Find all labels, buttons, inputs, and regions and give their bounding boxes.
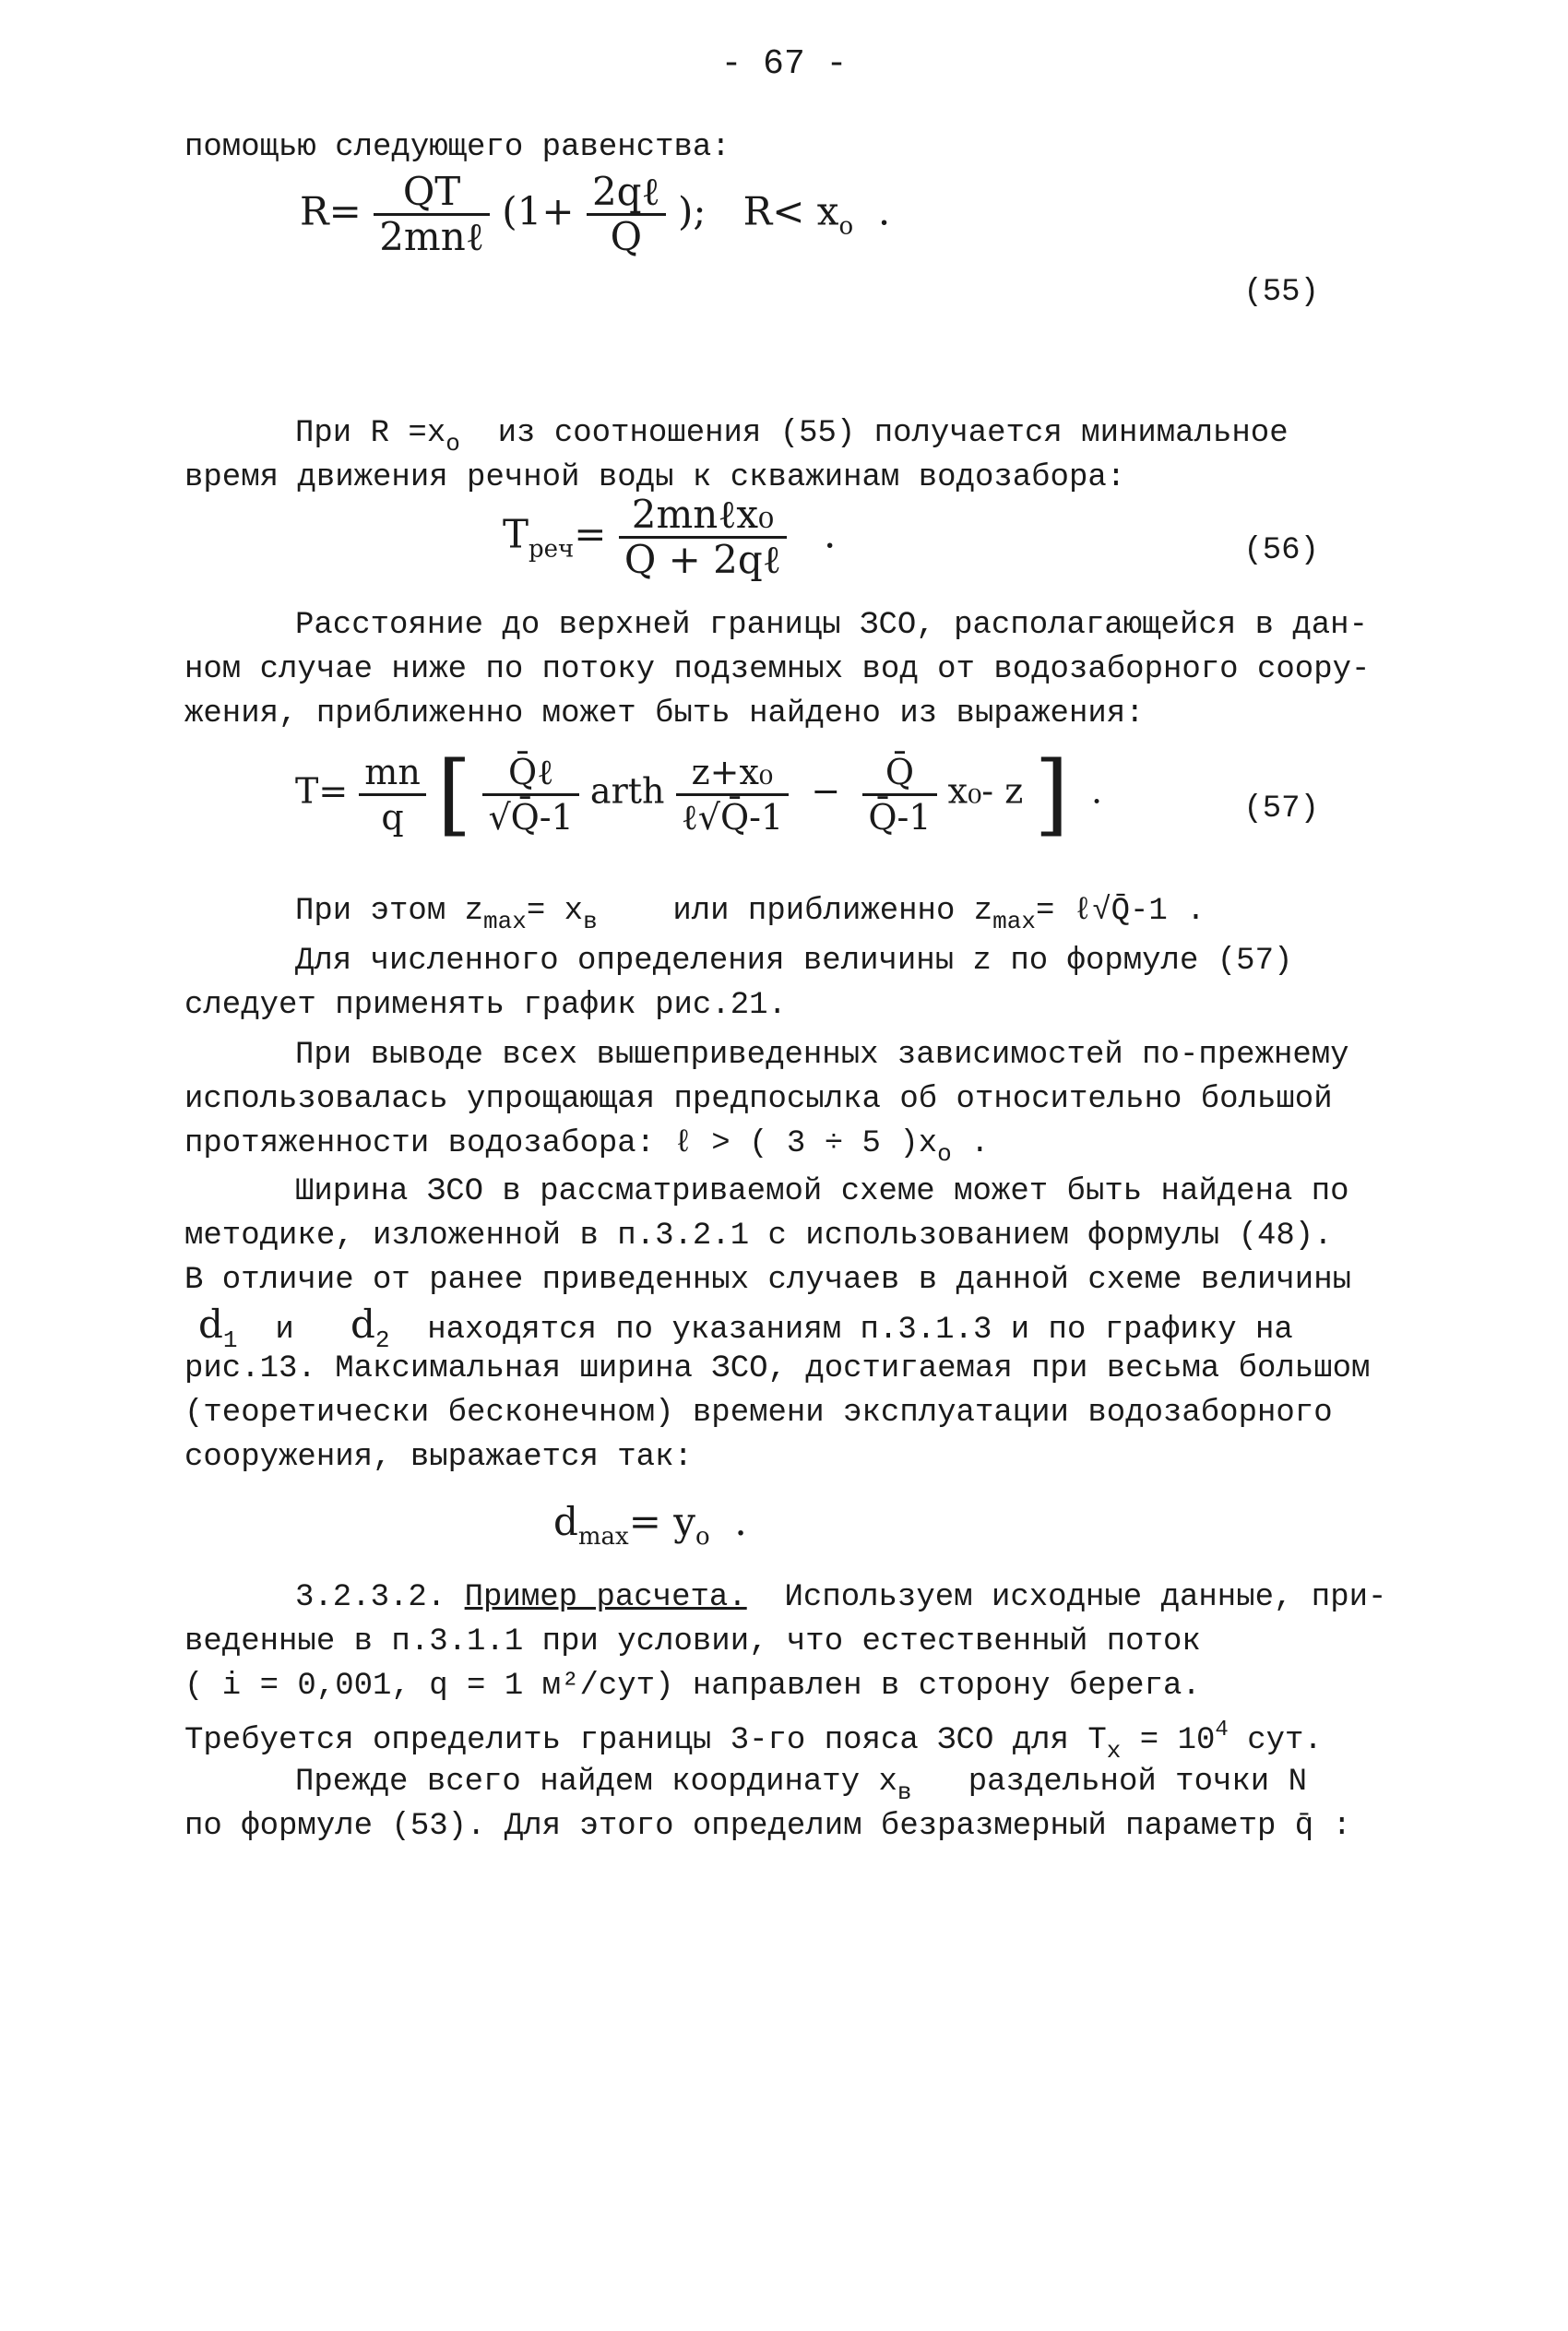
dmax-rhs-sub: o [695,1523,710,1551]
last-1a: Прежде всего найдем координату x [295,1765,897,1800]
eq56-frac [619,494,787,581]
assume-line-2: использовалась упрощающая предпосылка об относительно большой [184,1082,1333,1117]
ex-4c: сут. [1247,1723,1323,1758]
eq57-lhs: T= [295,770,349,812]
w4-and: и [275,1313,294,1348]
eq57-arth: arth [589,770,665,812]
p56-text-b: из соотношения (55) получается минимальное [497,416,1289,451]
eq56-lhs-sub: реч [529,535,575,564]
p56-text-a: При R =x [295,416,446,451]
zmax-line [295,893,1206,940]
eq57-f3 [676,751,790,838]
eq56-num: 2mnℓx₀ [619,494,787,539]
last-1b: раздельной точки N [968,1765,1307,1800]
eq56-eq: = [574,511,607,557]
example-line-1 [295,1579,1386,1616]
para-56-line-1 [295,415,1289,462]
eq57-f3-den: ℓ√Q̄-1 [681,796,784,838]
w4-rest: находятся по указаниям п.3.1.3 и по графику на [427,1313,1293,1348]
eq56-end: . [823,511,837,557]
eq57-f2-num: Q̄ℓ [482,751,578,796]
p56-sub: o [445,430,460,458]
example-line-3: ( i = 0,001, q = 1 м²/сут) направлен в сторону берега. [184,1669,1201,1704]
eq57-f2-den: √Q̄-1 [488,796,574,838]
para-57-line-3: жения, приближенно может быть найдено из выражения: [184,696,1145,731]
eq57-f4-den: Q̄-1 [868,796,932,838]
num-line-2: следует применять график рис.21. [184,988,787,1023]
eq55-den: 2mnℓ [379,214,484,259]
eq55-frac2 [587,171,666,258]
assume-3-sub: o [937,1140,952,1168]
eq57-f1-den: q [381,796,404,838]
w4-d1: d [198,1302,223,1347]
equation-55 [300,171,890,258]
eq56-den: Q + 2qℓ [624,537,781,582]
equation-number-57: (57) [1243,791,1319,827]
zmax-d: = ℓ√Q̄-1 . [1035,894,1206,929]
eq55-lhs: R= [300,188,362,234]
equation-57 [295,743,1102,846]
eq57-bracket-close: ] [1034,743,1069,846]
equation-number-56: (56) [1243,533,1319,568]
zmax-b: = x [526,894,584,929]
eq55-paren-close: ); [678,188,707,234]
eq57-f3-num: z+x₀ [676,751,790,796]
eq57-f4-num: Q̄ [862,751,936,796]
para-57-line-1: Расстояние до верхней границы ЗСО, располагающейся в дан- [295,608,1368,643]
dmax-lhs: d [553,1499,578,1544]
zmax-c: или приближенно z [672,894,993,929]
assume-line-3: протяженности водозабора: ℓ > ( 3 ÷ 5 )$x_o$ . [184,1126,990,1168]
dmax-lhs-sub: max [577,1523,629,1551]
eq55-num: QT [374,171,490,216]
ex-4b: = 10 [1139,1723,1216,1758]
eq55-frac [374,171,490,258]
eq57-f1-num: mn [359,751,426,796]
equation-number-55: (55) [1243,275,1319,310]
eq57-end: . [1090,770,1103,812]
intro-text: помощью следующего равенства: [184,130,731,165]
eq55-cond-sub: o [838,212,854,241]
zmax-sub2: в [583,908,598,935]
last-1-sub: в [897,1778,912,1806]
eq57-f2 [482,751,578,838]
zmax-sub1: max [483,908,527,935]
dmax-rhs: = y [628,1499,695,1544]
eq57-f1 [359,751,426,838]
width-line-3: В отличие от ранее приведенных случаев в данной схеме величины [184,1263,1352,1298]
zmax-sub3: max [992,908,1036,935]
eq57-tail: x₀- z [947,770,1024,812]
width-line-7: сооружения, выражается так: [184,1440,693,1475]
last-line-1 [295,1764,1307,1811]
equation-dmax [553,1499,747,1551]
ex-4-sup: 4 [1215,1718,1229,1742]
para-56-line-2: время движения речной воды к скважинам водозабора: [184,460,1126,495]
width-line-2: методике, изложенной в п.3.2.1 с использованием формулы (48). [184,1219,1333,1254]
w4-sub2: 2 [374,1326,390,1354]
example-line-2: веденные в п.3.1.1 при условии, что естественный поток [184,1624,1201,1659]
ex-4a: Требуется определить границы 3-го пояса ЗСО для T [184,1723,1107,1758]
ex-4-sub: x [1106,1737,1122,1765]
equation-56 [503,494,836,581]
w4-d2: d [350,1302,375,1347]
example-line-4 [184,1712,1323,1769]
zmax-a: При этом z [295,894,484,929]
width-line-1: Ширина ЗСО в рассматриваемой схеме может быть найдена по [295,1174,1349,1209]
para-57-line-2: ном случае ниже по потоку подземных вод от водозаборного соору- [184,652,1371,687]
eq57-minus: − [811,770,841,812]
page-number: - 67 - [720,44,848,84]
eq55-cond: R< x [742,188,839,234]
dmax-end: . [734,1499,747,1544]
num-line-1: Для численного определения величины z по формуле (57) [295,944,1293,979]
ex-1b: Используем исходные данные, при- [784,1580,1387,1615]
eq57-f4 [862,751,936,838]
eq57-bracket-open: [ [436,743,472,846]
eq55-den2: Q [610,214,643,259]
last-line-2: по формуле (53). Для этого определим безразмерный параметр q̄ : [184,1809,1352,1844]
eq55-paren-open: (1+ [502,188,575,234]
ex-num: 3.2.3.2. [295,1580,446,1615]
width-line-5: рис.13. Максимальная ширина ЗСО, достигаемая при весьма большом [184,1351,1371,1386]
ex-title: Пример расчета. [464,1580,747,1615]
eq56-lhs: T [503,511,529,557]
w4-sub1: 1 [222,1326,238,1354]
eq55-end: . [877,188,891,234]
assume-line-1: При выводе всех вышеприведенных зависимостей по-прежнему [295,1038,1349,1073]
assume-3-text: протяженности водозабора: ℓ > ( 3 ÷ 5 )x [184,1126,938,1161]
eq55-num2: 2qℓ [587,171,666,216]
width-line-6: (теоретически бесконечном) времени эксплуатации водозаборного [184,1396,1333,1431]
